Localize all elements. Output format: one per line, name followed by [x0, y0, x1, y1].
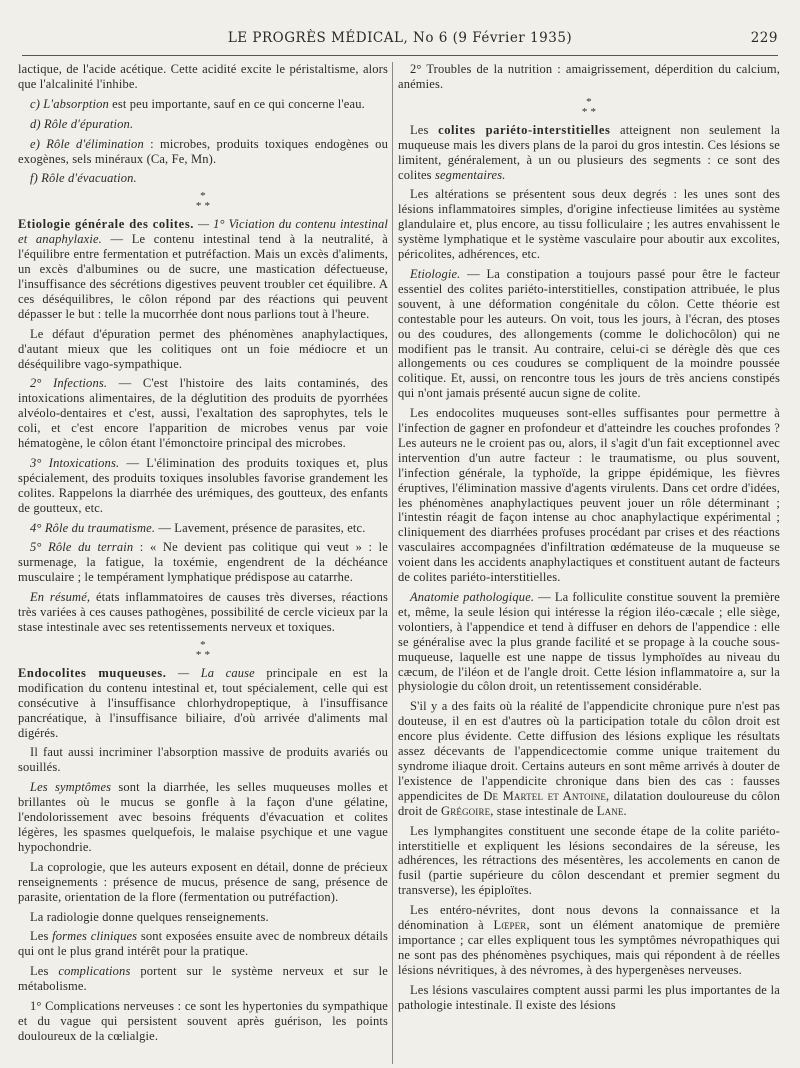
paragraph: La coprologie, que les auteurs exposent en détail, donne de précieux renseignements : présence de mucus, présence de sang, présence de parasite, orientation de la flore (fermentation ou putréfaction).	[18, 859, 388, 904]
right-column	[398, 62, 780, 1064]
header-rule	[22, 55, 778, 56]
paragraph: 2° Troubles de la nutrition : amaigrissement, déperdition du calcium, anémies.	[398, 62, 780, 91]
section-separator: * * *	[581, 95, 597, 118]
journal-title: LE PROGRÈS MÉDICAL, No 6 (9 Février 1935)	[227, 30, 573, 46]
paragraph: Les endocolites muqueuses sont-elles suffisantes pour permettre à l'infection de gagner en profondeur et d'atteindre les couches profondes ? Les auteurs ne le croient pas ou, alors, il s'agit d'un fait exceptionnel avec intervention d'un autre facteur : le traumatisme, ou plus souvent, l'infection générale, la typhoïde, la grippe épidémique, les fièvres éruptives, l'élimination massive d'agents virulents. Dans cet ordre d'idées, les phénomènes anaphylactiques peuvent jouer un rôle déterminant ; l'intestin réagit de façon intense au choc anaphylactique expérimental ; cliniquement des diarrhées profuses procédant par crises et des réactions vasculaires accompagnées d'infiltration œdémateuse de la muqueuse se voient dans les accidents anaphylactiques et constituent autant de facteurs de colites pariéto-interstitielles.	[398, 406, 780, 585]
paragraph: d) Rôle d'épuration.	[30, 116, 134, 131]
paragraph: Les complications portent sur le système nerveux et sur le métabolisme.	[18, 964, 388, 994]
section-parieto: Les colites pariéto-interstitielles atteignent non seulement la muqueuse mais les divers plans de la paroi du gros intestin. Ces lésions se limitent, généralement, à un ou plusieurs des segments : ce sont des colites segmentaires.	[398, 122, 780, 182]
paragraph: S'il y a des faits où la réalité de l'appendicite chronique pure n'est pas douteuse, il en est d'autres où la participation totale du côlon droit est encore plus évidente. Cette diffusion des lésions explique les résultats assez décevants de l'appendicectomie comme unique traitement du syndrome iliaque droit. Certains auteurs en sont même arrivés à douter de l'existence de l'appendicite chronique dans bien des cas : fausses appendicites de De Martel et Antoine, dilatation douloureuse du côlon droit de Grégoire, stase intestinale de Lane.	[398, 699, 780, 818]
paragraph: Les lymphangites constituent une seconde étape de la colite pariéto-interstitielle et expliquent les lésions secondaires de la séreuse, les adhérences, les rétractions des mésentères, les accolements en canon de fusil (partie supérieure du côlon descendant et premier segment du transverse), les épiploïtes.	[398, 823, 780, 898]
paragraph: Il faut aussi incriminer l'absorption massive de produits avariés ou souillés.	[18, 745, 388, 775]
left-column	[18, 62, 388, 1064]
section-endocolites: Endocolites muqueuses. — La cause principale en est la modification du contenu intestinal et, tout spécialement, celle qui est consécutive à l'insuffisance chlorhydropeptique, à l'insuffisance pancréatique, à l'insuffisance biliaire, d'où arrivée d'aliments mal digérés.	[18, 665, 388, 740]
paragraph: 1° Complications nerveuses : ce sont les hypertonies du sympathique et du vague qui persistent souvent après guérison, les points douloureux de la cœlialgie.	[18, 999, 388, 1043]
paragraph: Les formes cliniques sont exposées ensuite avec de nombreux détails qui ont le plus grand intérêt pour la pratique.	[18, 929, 388, 959]
paragraph: lactique, de l'acide acétique. Cette acidité excite le péristaltisme, alors que l'alcalinité l'inhibe.	[18, 62, 388, 91]
paragraph: f) Rôle d'évacuation.	[30, 171, 137, 186]
column-divider	[392, 62, 393, 1064]
paragraph: La radiologie donne quelques renseignements.	[30, 909, 269, 924]
paragraph: 5° Rôle du terrain : « Ne devient pas colitique qui veut » : le surmenage, la fatigue, la toxémie, engendrent de la déchéance musculaire ; le tempérament lymphatique prédispose au catarrhe.	[18, 540, 388, 585]
section-etiologie: Etiologie générale des colites. — 1° Viciation du contenu intestinal et anaphylaxie. — Le contenu intestinal tend à la neutralité, à l'équilibre entre fermentation et putréfaction. Mais un excès d'aliments, un excès d'albumines ou de sucre, une mastication défectueuse, l'insuffisance des sécrétions digestives peuvent troubler cet équilibre. A ces déséquilibres, le côlon répond par des réactions qui peuvent dépasser le but : telle la mucorrhée dont nous parlions tout à l'heure.	[18, 217, 388, 321]
paragraph: Les entéro-névrites, dont nous devons la connaissance et la dénomination à Lœper, sont un élément anatomique de première importance ; car elles expliquent tous les symptômes névropathiques qui ne sont pas des phénomènes psychiques, mais qui répondent à de réelles lésions névritiques, à des névromes, à des hypergenèses nerveuses.	[398, 903, 780, 977]
paragraph: Les lésions vasculaires comptent aussi parmi les plus importantes de la pathologie intestinale. Il existe des lésions	[398, 982, 780, 1012]
paragraph: e) Rôle d'élimination : microbes, produits toxiques endogènes ou exogènes, sels minéraux (Ca, Fe, Mn).	[18, 136, 388, 166]
paragraph: Anatomie pathologique. — La folliculite constitue souvent la première et, même, la seule lésion qui intéresse la région iléo-cæcale ; elle siège, volontiers, à l'appendice et tend à diffuser en dehors de l'appendice : elle se généralise avec la plus grande facilité et se propage à la couche sous-muqueuse, laquelle est une nappe de tissus lymphoïdes au niveau du cæcum, de l'iléon et de l'angle droit. Cette lésion inflammatoire a, sur la physiologie du côlon droit, un retentissement considérable.	[398, 590, 780, 694]
paragraph: 4° Rôle du traumatisme. — Lavement, présence de parasites, etc.	[30, 520, 366, 535]
paragraph: Les altérations se présentent sous deux degrés : les unes sont des lésions inflammatoires simples, d'origine infectieuse limitées au système glandulaire et, plus encore, au tissu folliculaire ; les autres envahissent le système lymphatique et le système vasculaire pour aboutir aux excolites, péricolites, adhérences, etc.	[398, 187, 780, 262]
paragraph: 3° Intoxications. — L'élimination des produits toxiques et, plus spécialement, des produits toxiques insolubles favorise grandement les colites. Rappelons la diarrhée des urémiques, des goutteux, des enfants de goutteux, etc.	[18, 455, 388, 515]
section-separator: * * *	[195, 638, 211, 661]
paragraph: 2° Infections. — C'est l'histoire des laits contaminés, des intoxications alimentaires, de la déglutition des produits de pyorrhées alvéolo-dentaires et c'est, aussi, l'exaltation des saprophytes, tels le coli, et c'est encore l'apparition de microbes venus par voie hématogène, le côlon étant l'émonctoire principal des microbes.	[18, 376, 388, 451]
paragraph: c) L'absorption est peu importante, sauf en ce qui concerne l'eau.	[30, 96, 365, 111]
page-number: 229	[750, 30, 778, 46]
paragraph: Le défaut d'épuration permet des phénomènes anaphylactiques, d'autant mieux que les colitiques ont un foie médiocre et un déséquilibre vago-sympathique.	[18, 326, 388, 371]
page-header	[22, 30, 778, 52]
paragraph: En résumé, états inflammatoires de causes très diverses, réactions très variées à ces causes pathogènes, possibilité de cercle vicieux par la stase intestinale avec ses retentissements nerveux et toxiques.	[18, 590, 388, 634]
section-separator: * * *	[195, 190, 211, 213]
paragraph: Etiologie. — La constipation a toujours passé pour être le facteur essentiel des colites pariéto-interstitielles, constipation attribuée, le plus souvent, à une déformation congénitale du côlon. Cette théorie est contestable pour les auteurs. On voit, tous les jours, à l'écran, des ptoses ou des coudures, des allongements (comme le dolichocôlon) qui ne modifient pas le transit. Au contraire, celui-ci se dérègle dès que ces allongements ou ces coudures se compliquent de la moindre poussée colitique. Et, aussi, on rencontre tous les jours de très anciens constipés qui n'ont jamais présenté aucun signe de colite.	[398, 266, 780, 401]
paragraph: Les symptômes sont la diarrhée, les selles muqueuses molles et brillantes où le mucus se gonfle à la façon d'une gélatine, l'endolorissement avec besoins fréquents d'évacuation et colites légères, les spasmes quelquefois, le malaise psychique et une vague hypochondrie.	[18, 780, 388, 854]
